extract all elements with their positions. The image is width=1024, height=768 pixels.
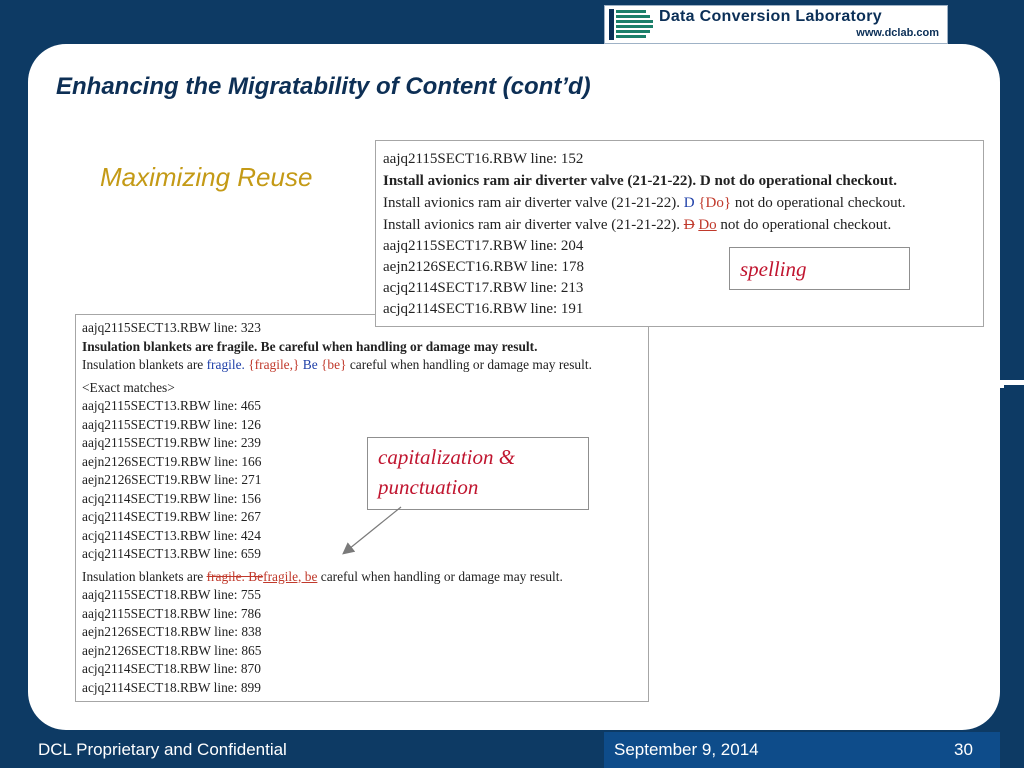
slide-subtitle: Maximizing Reuse — [100, 162, 313, 192]
list-item: acjq2114SECT18.RBW line: 870 — [82, 661, 261, 676]
callout-text: capitalization & — [378, 445, 516, 469]
slide-title: Enhancing the Migratability of Content (cont’d) — [56, 73, 591, 100]
company-logo — [604, 5, 948, 44]
list-item: aajq2115SECT17.RBW line: 204 — [383, 238, 584, 254]
list-item: acjq2114SECT17.RBW line: 213 — [383, 280, 584, 296]
comparison-line: Install avionics ram air diverter valve (21-21-22). D {Do} not do operational checkout. — [383, 195, 906, 211]
removed-text: fragile. Be — [206, 568, 264, 584]
callout-text: spelling — [740, 257, 807, 281]
brand-url: www.dclab.com — [856, 27, 939, 39]
alternate-word: {fragile,} — [248, 357, 300, 372]
spelling-callout — [729, 247, 910, 290]
variant-word: D — [683, 195, 695, 211]
list-item: aajq2115SECT19.RBW line: 239 — [82, 435, 261, 450]
variant-word: Be — [302, 357, 318, 372]
source-sentence: Insulation blankets are fragile. Be careful when handling or damage may result. — [82, 338, 538, 354]
spelling-screenshot — [375, 140, 984, 327]
list-item: acjq2114SECT18.RBW line: 899 — [82, 679, 261, 695]
added-text: fragile, be — [263, 568, 318, 584]
list-item: aejn2126SECT18.RBW line: 865 — [82, 642, 262, 658]
corrected-line: Install avionics ram air diverter valve (21-21-22). D Do not do operational checkout. — [383, 217, 892, 233]
edge-band — [1004, 385, 1024, 730]
list-item: aejn2126SECT19.RBW line: 271 — [82, 472, 262, 487]
capitalization-callout — [367, 437, 589, 510]
ref-line: aajq2115SECT13.RBW line: 323 — [82, 320, 261, 335]
source-sentence: Install avionics ram air diverter valve (21-21-22). D not do operational checkout. — [383, 173, 897, 189]
alternate-word: {Do} — [698, 195, 732, 211]
variant-word: fragile. — [206, 357, 245, 372]
list-item: acjq2114SECT13.RBW line: 424 — [82, 527, 261, 543]
dcl-logo-icon — [609, 8, 655, 41]
ref-line: aajq2115SECT16.RBW line: 152 — [383, 151, 584, 167]
list-item: aejn2126SECT18.RBW line: 838 — [82, 624, 262, 639]
list-item: acjq2114SECT16.RBW line: 191 — [383, 301, 584, 317]
exact-matches-label: <Exact matches> — [82, 379, 175, 395]
footer-confidential: DCL Proprietary and Confidential — [38, 740, 287, 759]
alternate-word: {be} — [321, 357, 347, 372]
list-item: acjq2114SECT13.RBW line: 659 — [82, 546, 261, 561]
callout-text: punctuation — [378, 475, 479, 499]
list-item: acjq2114SECT19.RBW line: 156 — [82, 490, 261, 506]
list-item: acjq2114SECT19.RBW line: 267 — [82, 509, 261, 524]
list-item: aajq2115SECT18.RBW line: 786 — [82, 605, 261, 621]
footer-date: September 9, 2014 — [614, 740, 759, 759]
comparison-line: Insulation blankets are fragile. {fragile,} Be {be} careful when handling or damage may result. — [82, 357, 592, 372]
removed-text: D — [683, 217, 695, 233]
list-item: aajq2115SECT19.RBW line: 126 — [82, 416, 261, 432]
brand-name: Data Conversion Laboratory — [659, 8, 882, 25]
added-text: Do — [698, 217, 717, 233]
list-item: aejn2126SECT16.RBW line: 178 — [383, 259, 584, 275]
list-item: aajq2115SECT13.RBW line: 465 — [82, 398, 261, 413]
list-item: aejn2126SECT19.RBW line: 166 — [82, 453, 262, 469]
page-number: 30 — [954, 740, 973, 759]
corrected-line: Insulation blankets are fragile. Befragile, be careful when handling or damage may result. — [82, 568, 563, 584]
list-item: aajq2115SECT18.RBW line: 755 — [82, 587, 261, 602]
